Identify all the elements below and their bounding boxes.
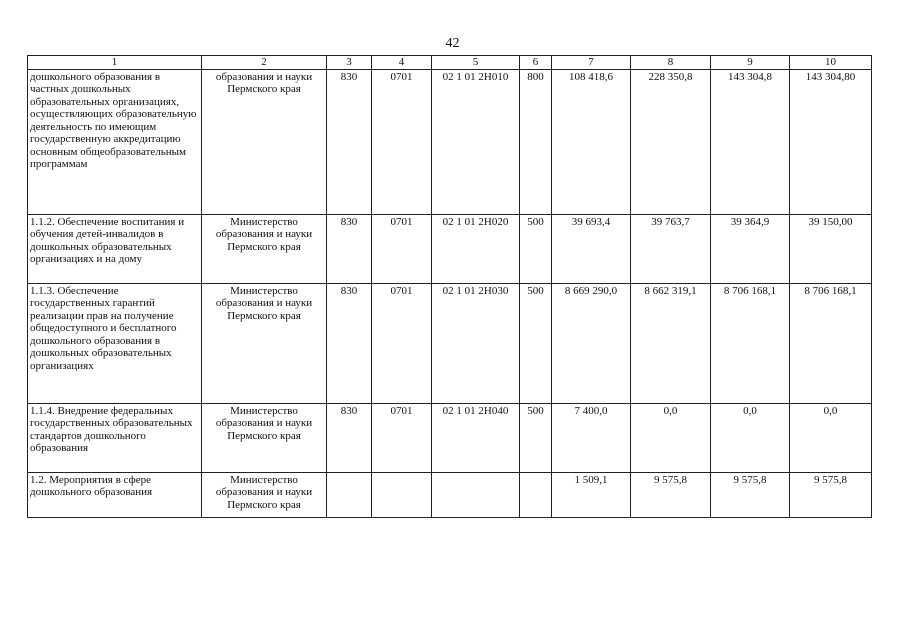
amount-cell: 8 706 168,1	[711, 283, 790, 403]
amount-cell: 9 575,8	[631, 472, 711, 517]
amount-cell: 7 400,0	[552, 403, 631, 472]
expense-type-cell	[520, 472, 552, 517]
column-header: 1	[28, 56, 202, 70]
expense-type-cell: 500	[520, 214, 552, 283]
measure-name-cell: 1.1.4. Внедрение федеральных государственных образовательных стандартов дошкольного образования	[28, 403, 202, 472]
column-header: 4	[372, 56, 432, 70]
amount-cell: 0,0	[711, 403, 790, 472]
table-row	[28, 69, 872, 214]
responsible-org-cell: Министерство образования и науки Пермского края	[202, 283, 327, 403]
target-article-cell	[432, 472, 520, 517]
target-article-cell: 02 1 01 2Н040	[432, 403, 520, 472]
ministry-code-cell: 830	[327, 69, 372, 214]
amount-cell: 9 575,8	[711, 472, 790, 517]
section-code-cell: 0701	[372, 403, 432, 472]
ministry-code-cell	[327, 472, 372, 517]
amount-cell: 0,0	[631, 403, 711, 472]
measure-name-cell: 1.1.2. Обеспечение воспитания и обучения детей-инвалидов в дошкольных образовательных организациях и на дому	[28, 214, 202, 283]
column-header: 10	[790, 56, 872, 70]
header-row	[28, 56, 872, 70]
section-code-cell: 0701	[372, 69, 432, 214]
responsible-org-cell: Министерство образования и науки Пермского края	[202, 403, 327, 472]
ministry-code-cell: 830	[327, 283, 372, 403]
amount-cell: 228 350,8	[631, 69, 711, 214]
amount-cell: 39 150,00	[790, 214, 872, 283]
amount-cell: 39 364,9	[711, 214, 790, 283]
measure-name-cell: 1.1.3. Обеспечение государственных гарантий реализации прав на получение общедоступного и бесплатного дошкольного образования в дошкольных образовательных организациях	[28, 283, 202, 403]
amount-cell: 143 304,8	[711, 69, 790, 214]
measure-name-cell: 1.2. Мероприятия в сфере дошкольного образования	[28, 472, 202, 517]
expense-type-cell: 800	[520, 69, 552, 214]
column-header: 7	[552, 56, 631, 70]
ministry-code-cell: 830	[327, 403, 372, 472]
table-row	[28, 403, 872, 472]
budget-table	[27, 55, 872, 518]
section-code-cell	[372, 472, 432, 517]
table-row	[28, 283, 872, 403]
column-header: 8	[631, 56, 711, 70]
amount-cell: 39 763,7	[631, 214, 711, 283]
column-header: 9	[711, 56, 790, 70]
target-article-cell: 02 1 01 2Н030	[432, 283, 520, 403]
amount-cell: 108 418,6	[552, 69, 631, 214]
expense-type-cell: 500	[520, 403, 552, 472]
amount-cell: 9 575,8	[790, 472, 872, 517]
column-header: 6	[520, 56, 552, 70]
table-row	[28, 214, 872, 283]
expense-type-cell: 500	[520, 283, 552, 403]
column-header: 3	[327, 56, 372, 70]
ministry-code-cell: 830	[327, 214, 372, 283]
amount-cell: 143 304,80	[790, 69, 872, 214]
target-article-cell: 02 1 01 2Н020	[432, 214, 520, 283]
table-header	[28, 56, 872, 70]
amount-cell: 8 669 290,0	[552, 283, 631, 403]
responsible-org-cell: Министерство образования и науки Пермского края	[202, 472, 327, 517]
amount-cell: 39 693,4	[552, 214, 631, 283]
target-article-cell: 02 1 01 2Н010	[432, 69, 520, 214]
responsible-org-cell: Министерство образования и науки Пермского края	[202, 214, 327, 283]
amount-cell: 8 706 168,1	[790, 283, 872, 403]
table-row	[28, 472, 872, 517]
column-header: 5	[432, 56, 520, 70]
section-code-cell: 0701	[372, 283, 432, 403]
column-header: 2	[202, 56, 327, 70]
amount-cell: 1 509,1	[552, 472, 631, 517]
page-number: 42	[445, 36, 460, 51]
responsible-org-cell: образования и науки Пермского края	[202, 69, 327, 214]
measure-name-cell: дошкольного образования в частных дошкольных образовательных организациях, осуществляющих образовательную деятельность по имеющим государственную аккредитацию основным общеобразовательным программам	[28, 69, 202, 214]
amount-cell: 8 662 319,1	[631, 283, 711, 403]
section-code-cell: 0701	[372, 214, 432, 283]
amount-cell: 0,0	[790, 403, 872, 472]
